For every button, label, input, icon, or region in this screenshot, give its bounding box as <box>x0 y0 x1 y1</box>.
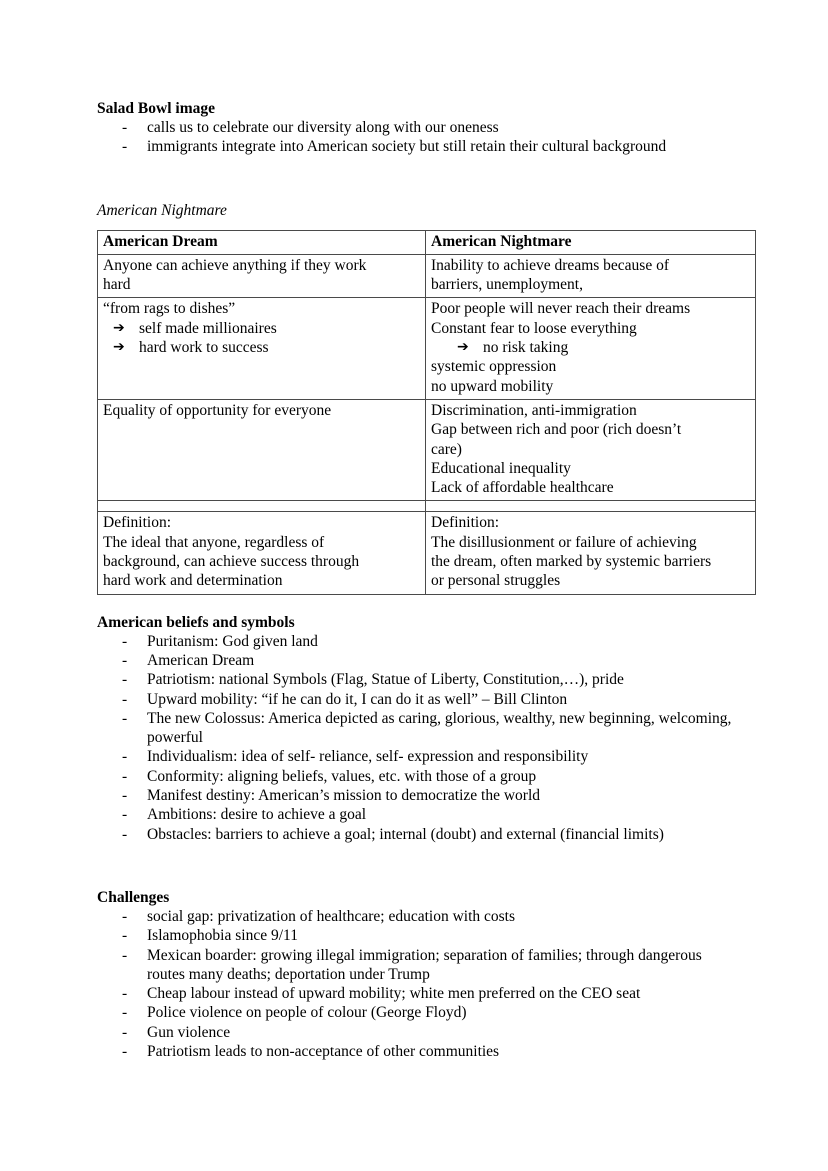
spacer <box>97 157 737 201</box>
list-item-label: Patriotism: national Symbols (Flag, Statue of Liberty, Constitution,…), pride <box>147 671 624 689</box>
list-item <box>97 747 737 766</box>
separator-cell-right <box>426 501 756 512</box>
cell-text: background, can achieve success through <box>103 553 360 571</box>
table-row-separator <box>98 501 756 512</box>
dash-bullet-icon: - <box>122 138 128 156</box>
cell-text: hard work to success <box>139 339 269 357</box>
cell-text: Definition: <box>103 514 172 532</box>
list-item <box>97 786 737 805</box>
list-item <box>97 805 737 824</box>
cell-text: Discrimination, anti-immigration <box>431 401 637 419</box>
list-item <box>97 825 737 844</box>
cell-text: Equality of opportunity for everyone <box>103 401 332 419</box>
list-item <box>97 1003 737 1022</box>
dash-bullet-icon: - <box>122 1042 128 1060</box>
list-item-label: Ambitions: desire to achieve a goal <box>147 806 367 824</box>
table-cell-nightmare-definition <box>426 512 756 594</box>
column-header-american-nightmare: American Nightmare <box>426 230 756 254</box>
cell-text: Inability to achieve dreams because of <box>431 256 669 274</box>
dash-bullet-icon: - <box>122 787 128 805</box>
dash-bullet-icon: - <box>122 927 128 945</box>
list-item <box>97 709 737 748</box>
cell-text: or personal struggles <box>431 572 561 590</box>
subsection-title: American Nightmare <box>97 201 227 219</box>
dash-bullet-icon: - <box>122 748 128 766</box>
cell-text: Constant fear to loose everything <box>431 319 637 337</box>
list-item <box>97 137 737 156</box>
cell-text-arrow <box>431 338 750 357</box>
list-item-label: immigrants integrate into American society but still retain their cultural background <box>147 138 667 156</box>
cell-text: The ideal that anyone, regardless of <box>103 533 325 551</box>
cell-text: care) <box>431 440 462 458</box>
table-header-row <box>98 230 756 254</box>
table-cell-dream-definition <box>98 512 426 594</box>
cell-text: barriers, unemployment, <box>431 276 583 294</box>
dash-bullet-icon: - <box>122 946 128 964</box>
list-item <box>97 926 737 945</box>
dash-bullet-icon: - <box>122 632 128 650</box>
list-item-label: American Dream <box>147 651 255 669</box>
arrow-bullet-icon: ➔ <box>113 319 125 336</box>
dash-bullet-icon: - <box>122 825 128 843</box>
list-item <box>97 651 737 670</box>
cell-text: hard <box>103 276 131 294</box>
salad-bowl-bullet-list <box>97 118 737 157</box>
spacer <box>97 220 737 230</box>
dash-bullet-icon: - <box>122 907 128 925</box>
arrow-bullet-icon: ➔ <box>457 339 469 356</box>
list-item-label: calls us to celebrate our diversity along with our oneness <box>147 119 499 136</box>
table-row <box>98 399 756 500</box>
separator-cell-left <box>98 501 426 512</box>
table-cell-nightmare-2 <box>426 298 756 399</box>
table-cell-nightmare-1 <box>426 254 756 298</box>
list-item-label: Mexican boarder: growing illegal immigration; separation of families; through dangerous routes many deaths; deportation under Trump <box>147 946 702 983</box>
dash-bullet-icon: - <box>122 709 128 727</box>
cell-text: no upward mobility <box>431 377 554 395</box>
list-item-label: Gun violence <box>147 1023 231 1041</box>
list-item <box>97 632 737 651</box>
arrow-bullet-icon: ➔ <box>113 339 125 356</box>
list-item <box>97 670 737 689</box>
section-title-challenges: Challenges <box>97 888 170 906</box>
list-item-label: The new Colossus: America depicted as caring, glorious, wealthy, new beginning, welcoming, powerful <box>147 709 732 747</box>
list-item-label: Police violence on people of colour (George Floyd) <box>147 1004 467 1022</box>
table-row <box>98 512 756 594</box>
table-cell-dream-1 <box>98 254 426 298</box>
dash-bullet-icon: - <box>122 1004 128 1022</box>
list-item <box>97 907 737 926</box>
table-cell-nightmare-3 <box>426 399 756 500</box>
dash-bullet-icon: - <box>122 985 128 1003</box>
cell-text: hard work and determination <box>103 572 283 590</box>
cell-text: Poor people will never reach their dreams <box>431 300 691 318</box>
cell-text: Educational inequality <box>431 459 571 477</box>
cell-text: systemic oppression <box>431 358 557 376</box>
list-item-label: social gap: privatization of healthcare; education with costs <box>147 907 515 925</box>
dash-bullet-icon: - <box>122 767 128 785</box>
list-item-label: Puritanism: God given land <box>147 632 318 650</box>
list-item <box>97 1042 737 1061</box>
dash-bullet-icon: - <box>122 651 128 669</box>
dash-bullet-icon: - <box>122 690 128 708</box>
cell-text: self made millionaires <box>139 319 277 337</box>
table-cell-dream-2 <box>98 298 426 399</box>
list-item <box>97 690 737 709</box>
dash-bullet-icon: - <box>122 1023 128 1041</box>
dash-bullet-icon: - <box>122 671 128 689</box>
list-item-label: Upward mobility: “if he can do it, I can do it as well” – Bill Clinton <box>147 690 568 708</box>
dash-bullet-icon: - <box>122 806 128 824</box>
cell-text: Lack of affordable healthcare <box>431 479 614 497</box>
list-item-label: Cheap labour instead of upward mobility; white men preferred on the CEO seat <box>147 985 641 1003</box>
cell-text-arrow <box>103 319 420 338</box>
section-american-nightmare <box>97 201 737 595</box>
dash-bullet-icon: - <box>122 119 128 136</box>
cell-text-arrow <box>103 338 420 357</box>
document-page <box>97 99 737 1061</box>
list-item <box>97 984 737 1003</box>
cell-text: Anyone can achieve anything if they work <box>103 256 367 274</box>
cell-text: “from rags to dishes” <box>103 300 236 318</box>
list-item-label: Islamophobia since 9/11 <box>147 927 298 945</box>
list-item-label: Manifest destiny: American’s mission to democratize the world <box>147 787 541 805</box>
table-row <box>98 298 756 399</box>
cell-text: no risk taking <box>483 339 569 357</box>
beliefs-bullet-list <box>97 632 737 844</box>
section-salad-bowl <box>97 99 737 157</box>
spacer <box>97 595 737 613</box>
section-challenges <box>97 888 737 1061</box>
table-cell-dream-3 <box>98 399 426 500</box>
cell-text: Definition: <box>431 514 500 532</box>
page-title: Salad Bowl image <box>97 100 215 117</box>
list-item <box>97 118 737 137</box>
list-item <box>97 946 737 985</box>
challenges-bullet-list <box>97 907 737 1061</box>
section-beliefs-and-symbols <box>97 613 737 844</box>
cell-text: the dream, often marked by systemic barriers <box>431 553 712 571</box>
table-row <box>98 254 756 298</box>
list-item-label: Obstacles: barriers to achieve a goal; internal (doubt) and external (financial limits) <box>147 825 664 843</box>
list-item <box>97 1023 737 1042</box>
cell-text: Gap between rich and poor (rich doesn’t <box>431 421 682 439</box>
list-item <box>97 767 737 786</box>
list-item-label: Individualism: idea of self- reliance, self- expression and responsibility <box>147 748 589 766</box>
cell-text: The disillusionment or failure of achieving <box>431 533 697 551</box>
spacer <box>97 844 737 888</box>
comparison-table <box>97 230 756 595</box>
section-title-beliefs: American beliefs and symbols <box>97 613 295 631</box>
list-item-label: Patriotism leads to non-acceptance of other communities <box>147 1042 500 1060</box>
list-item-label: Conformity: aligning beliefs, values, etc. with those of a group <box>147 767 537 785</box>
column-header-american-dream: American Dream <box>98 230 426 254</box>
